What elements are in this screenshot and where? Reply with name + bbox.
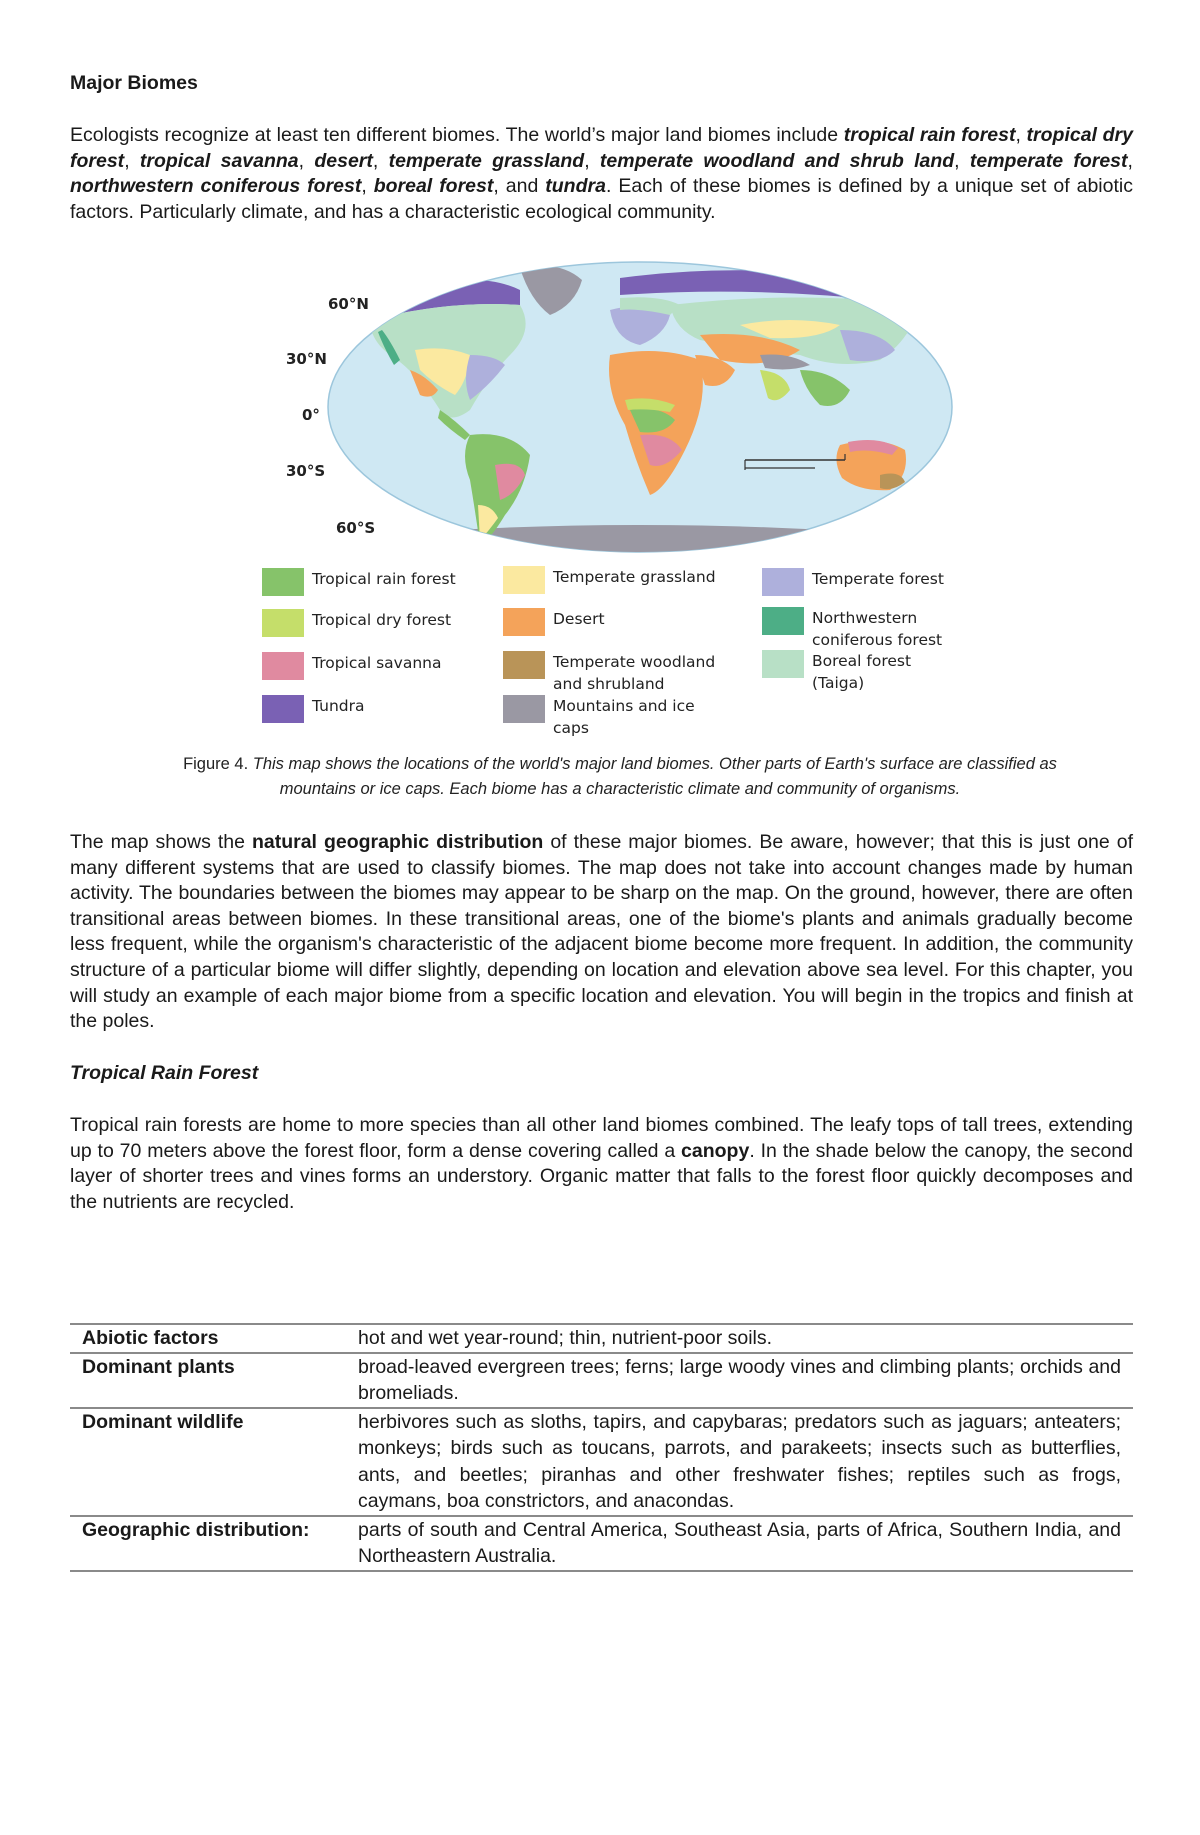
biome-term: northwestern coniferous forest (70, 175, 362, 198)
lat-label-30n: 30°N (286, 350, 327, 368)
biome-term: tropical savanna (139, 149, 299, 172)
legend-swatch (262, 609, 304, 637)
legend-item: Boreal forest (Taiga) (762, 650, 922, 694)
legend-swatch (262, 695, 304, 723)
legend-swatch (762, 650, 804, 678)
legend-item: Tropical savanna (262, 652, 487, 680)
biome-term: boreal forest (373, 175, 494, 198)
distribution-paragraph: The map shows the natural geographic distribution of these major biomes. Be aware, however; that this is just one of many different systems that are used to classify biomes. The map does not take into account changes made by human activity. The boundaries between the biomes may appear to be sharp on the map. On the ground, however, there are often transitional areas between biomes. In these transitional areas, one of the biome's plants and animals gradually become less frequent, while the organism's characteristic of the adjacent biome become more frequent. In addition, the community structure of a particular biome will differ slightly, depending on location and elevation above sea level. For this chapter, you will study an example of each major biome from a specific location and elevation. You will begin in the tropics and finish at the poles. (70, 831, 1133, 1033)
table-row (70, 1407, 1133, 1515)
legend-item: Tropical dry forest (262, 609, 487, 637)
table-value: parts of south and Central America, Southeast Asia, parts of Africa, Southern India, and Northeastern Australia. (358, 1518, 1121, 1567)
legend-swatch (762, 568, 804, 596)
table-row (70, 1352, 1133, 1407)
bold-term: canopy (681, 1139, 750, 1162)
table-row (70, 1323, 1133, 1352)
biome-term: temperate woodland and shrub land (599, 149, 955, 172)
biome-term: temperate forest (969, 149, 1128, 172)
legend-item: Temperate grassland (503, 566, 728, 594)
legend-swatch (503, 608, 545, 636)
legend-item: Tropical rain forest (262, 568, 487, 596)
legend-swatch (503, 566, 545, 594)
legend-swatch (262, 568, 304, 596)
antarctica-landmass (320, 525, 960, 565)
figure-caption: Figure 4. This map shows the locations of the world's major land biomes. Other parts of Earth's surface are classified as mountains or ice caps. Each biome has a characteristic climate and community of organisms. (183, 755, 1057, 798)
table-row (70, 1515, 1133, 1572)
table-key: Dominant wildlife (82, 1410, 244, 1433)
lat-label-0: 0° (302, 406, 320, 424)
legend-item: Temperate forest (762, 568, 987, 596)
table-value: hot and wet year-round; thin, nutrient-poor soils. (358, 1327, 773, 1349)
legend-item: Northwestern coniferous forest (762, 607, 952, 651)
table-key: Dominant plants (82, 1355, 235, 1378)
lat-label-30s: 30°S (286, 462, 326, 480)
biome-world-map (320, 260, 960, 565)
table-key: Abiotic factors (82, 1327, 219, 1349)
table-value: herbivores such as sloths, tapirs, and capybaras; predators such as jaguars; anteaters; monkeys; birds such as toucans, parrots, and parakeets; insects such as butterflies, ants, and beetles; piranhas and other freshwater fishes; reptiles such as frogs, caymans, boa constrictors, and anacondas. (358, 1410, 1121, 1512)
biome-term: tundra (545, 175, 606, 198)
new-zealand (920, 495, 932, 512)
bold-term: natural geographic distribution (251, 831, 544, 853)
biome-term: temperate grassland (388, 149, 585, 172)
legend-swatch (503, 695, 545, 723)
lat-label-60n: 60°N (328, 295, 369, 313)
table-value: broad-leaved evergreen trees; ferns; large woody vines and climbing plants; orchids and bromeliads. (358, 1355, 1121, 1404)
biome-facts-table (70, 1323, 1133, 1572)
table-key: Geographic distribution: (82, 1518, 310, 1541)
heading-tropical-rain-forest: Tropical Rain Forest (70, 1062, 259, 1084)
biome-term: desert (314, 149, 373, 172)
biome-term: tropical rain forest (843, 124, 1016, 146)
lat-label-60s: 60°S (336, 519, 376, 537)
biome-term: tropical dry forest (70, 124, 1133, 172)
legend-swatch (503, 651, 545, 679)
legend-swatch (262, 652, 304, 680)
legend-item: Temperate woodland and shrubland (503, 651, 728, 695)
legend-item: Desert (503, 608, 728, 636)
intro-paragraph: Ecologists recognize at least ten different biomes. The world’s major land biomes include tropical rain forest, tropical dry forest, tropical savanna, desert, temperate grassland, temperate woodland and shrub land, temperate forest, northwestern coniferous forest, boreal forest, and tundra. Each of these biomes is defined by a unique set of abiotic factors. Particularly climate, and has a characteristic ecological community. (70, 124, 1133, 223)
rainforest-paragraph: Tropical rain forests are home to more species than all other land biomes combined. The leafy tops of tall trees, extending up to 70 meters above the forest floor, form a dense covering called a canopy. In the shade below the canopy, the second layer of shorter trees and vines forms an understory. Organic matter that falls to the forest floor quickly decomposes and the nutrients are recycled. (70, 1114, 1134, 1213)
heading-major-biomes: Major Biomes (70, 72, 198, 94)
legend-item: Mountains and ice caps (503, 695, 728, 739)
legend-swatch (762, 607, 804, 635)
legend-item: Tundra (262, 695, 487, 723)
